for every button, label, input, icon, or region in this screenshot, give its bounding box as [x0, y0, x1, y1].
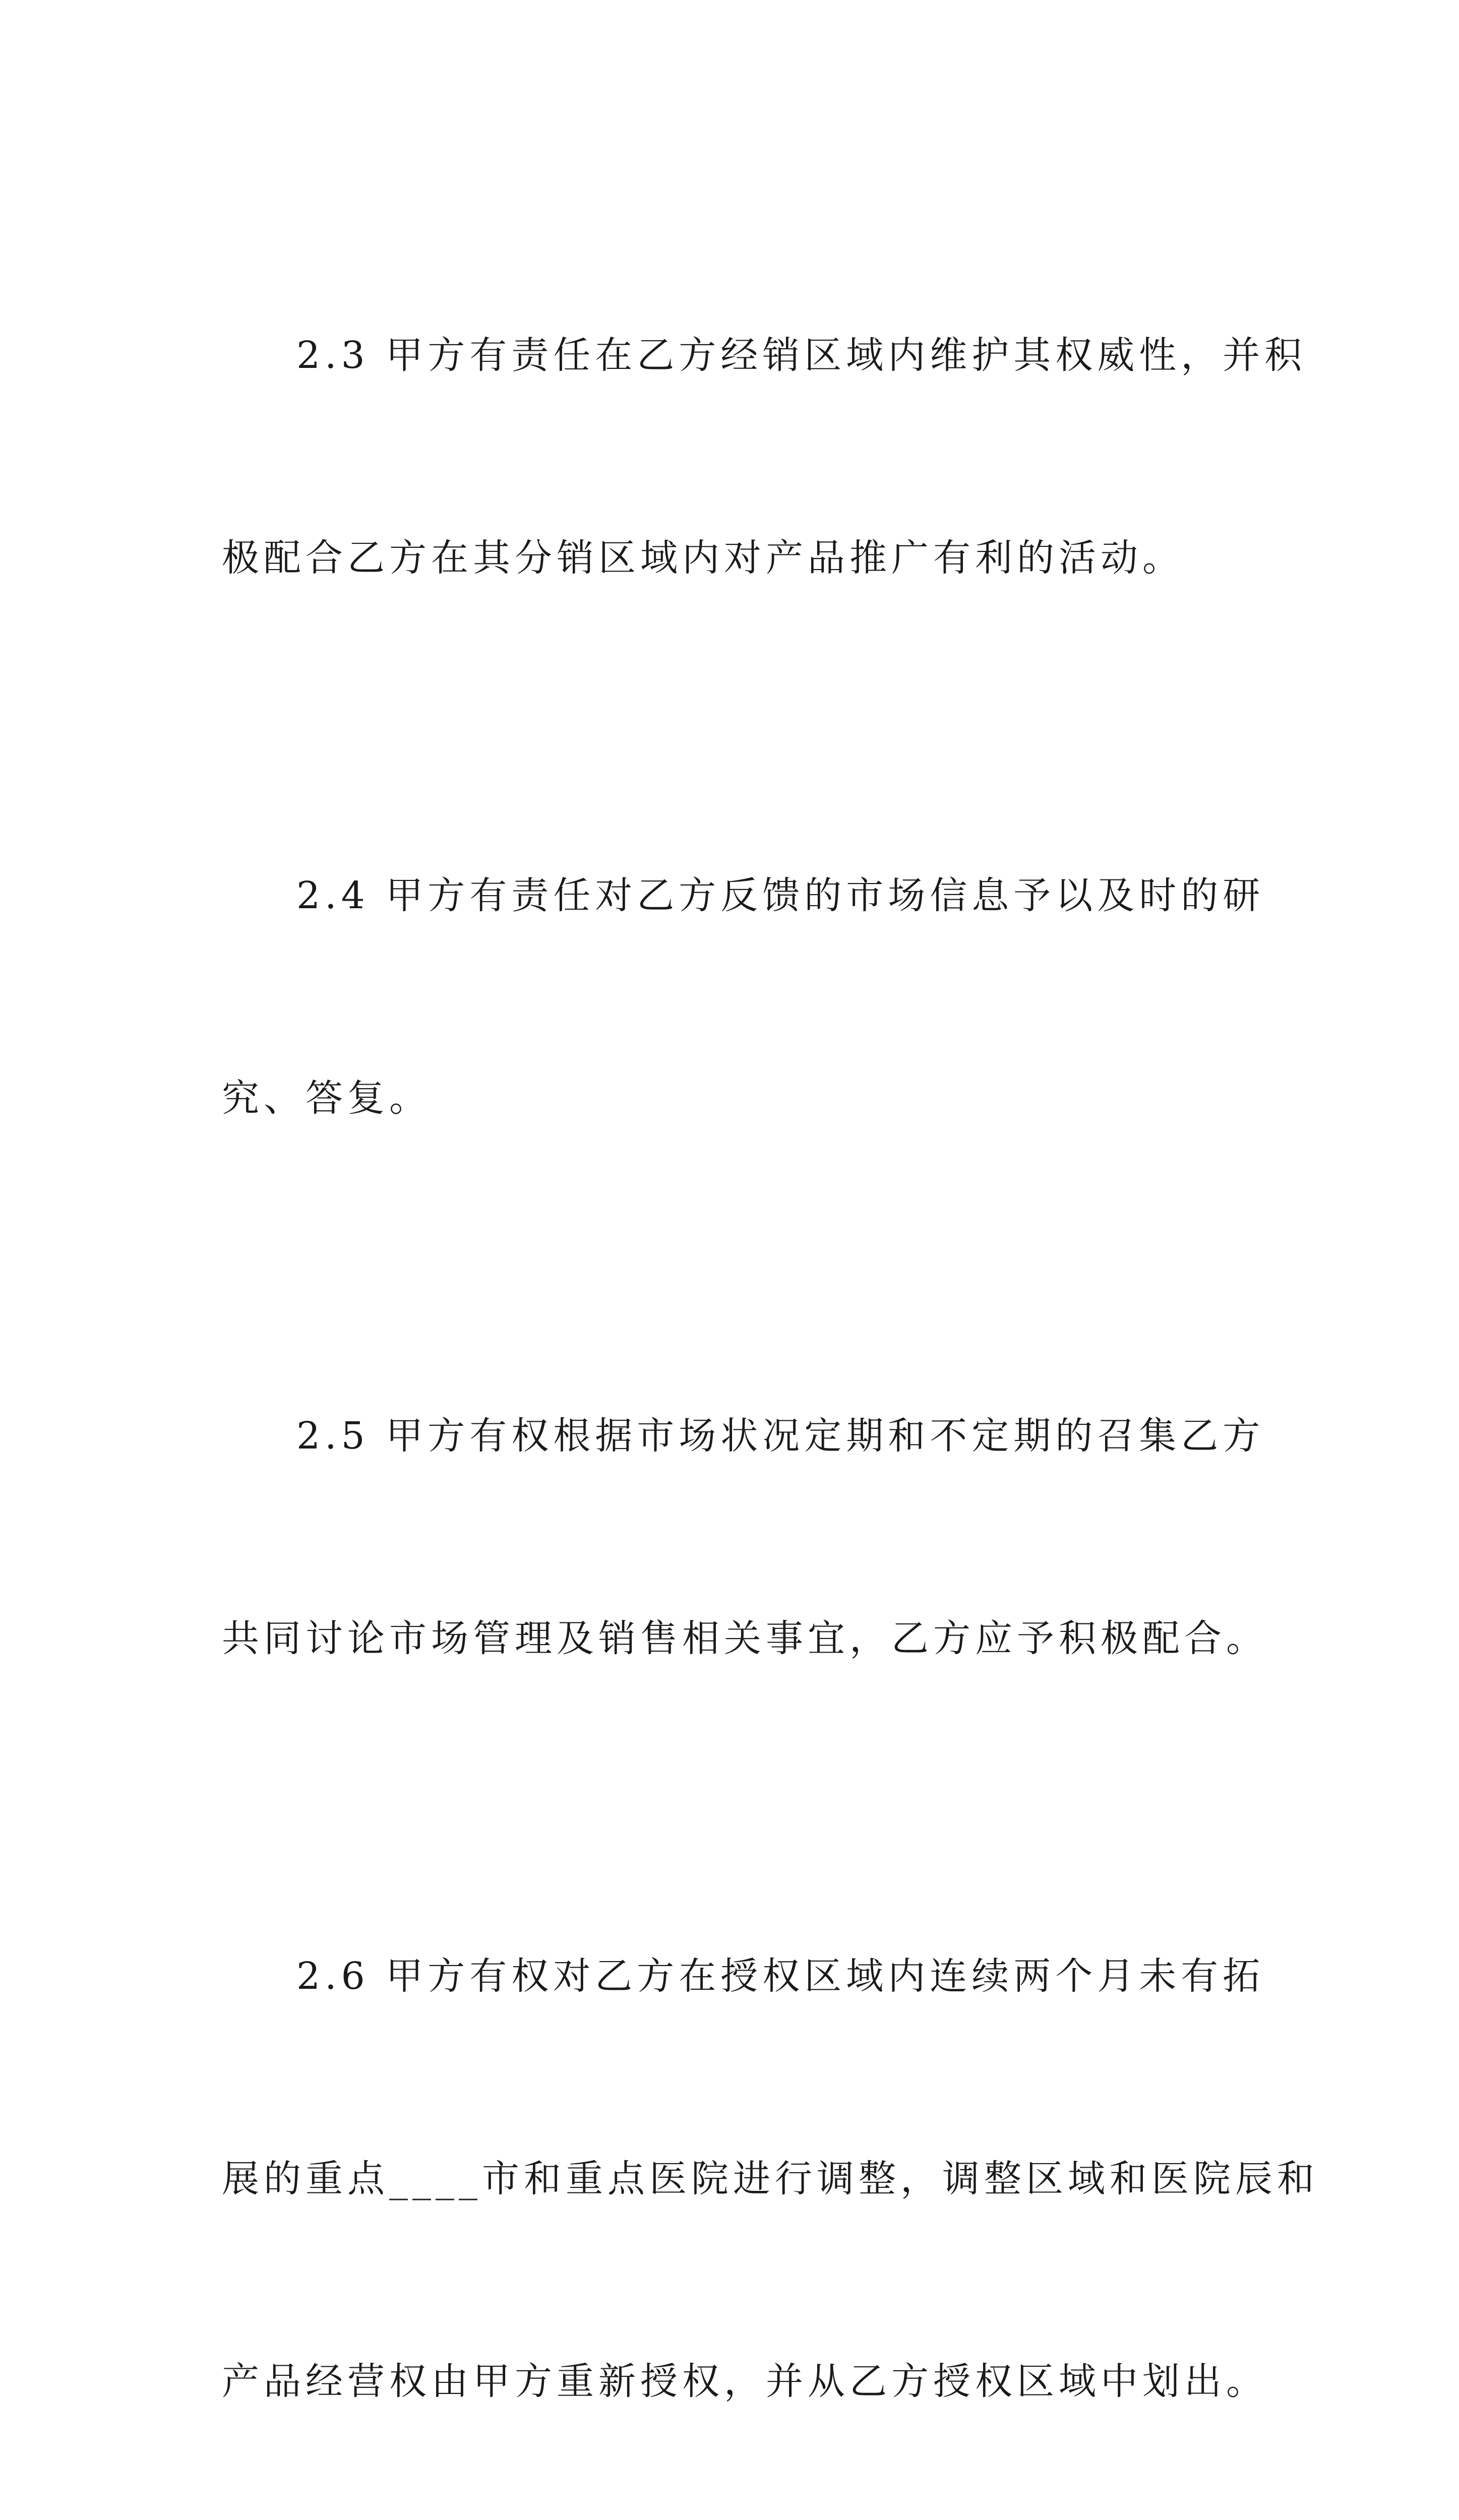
text-line: 展的重点____市和重点医院进行调整，调整区域和医院辰和	[222, 2157, 1319, 2200]
text-line: 产品经营权由甲方重新授权，并从乙方授权区域中划出。	[222, 2360, 1268, 2403]
paragraph-2-3	[222, 186, 1307, 727]
text-line: 共同讨论市场管理及销售相关事宜，乙方应予积极配合。	[222, 1617, 1268, 1660]
text-line: 2.6 甲方有权对乙方在授权区域内连续两个月未有拓	[296, 1955, 1265, 1998]
text-line: 2.5 甲方有权根据市场状况定期和不定期的召集乙方	[296, 1414, 1265, 1458]
text-line: 究、答复。	[222, 1077, 431, 1120]
text-line: 2.4 甲方有责任对乙方反馈的市场信息予以及时的研	[296, 874, 1265, 917]
document-page	[222, 186, 1319, 2520]
text-line: 2.3 甲方有责任在乙方经销区域内维护其权威性，并积	[296, 334, 1307, 377]
text-line: 极配合乙方在其分销区域内对产品推广有利的活动。	[222, 536, 1184, 580]
paragraph-2-5	[222, 1267, 1268, 1807]
paragraph-2-6	[222, 1807, 1319, 2520]
paragraph-2-4	[222, 727, 1265, 1267]
